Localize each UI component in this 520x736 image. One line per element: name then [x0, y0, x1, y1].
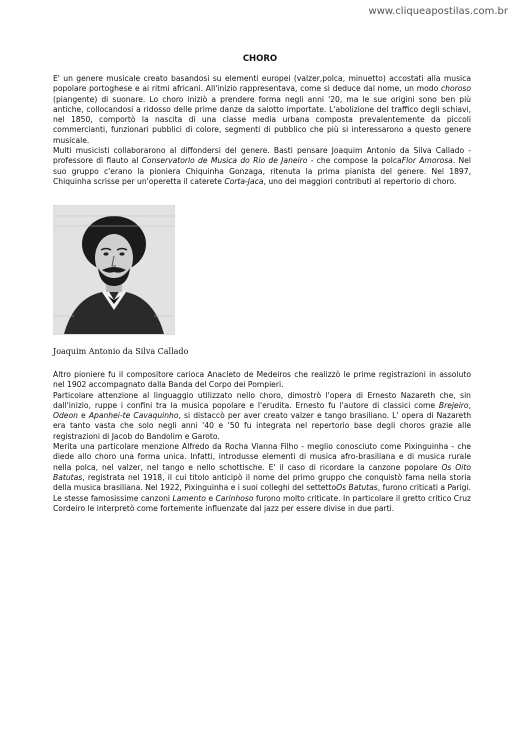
p1-text-a: E' un genere musicale creato basandosi su elementi europei (valzer,polca, minuetto) accostati alla musica popolare portoghese e ai ritmi africani. All'inizio rappresentava, come si deduce dal nome, un modo — [53, 74, 471, 94]
paragraph-5 — [53, 442, 471, 514]
paragraph-2 — [53, 146, 471, 187]
paragraph-3: Altro pioniere fu il compositore carioca Anacleto de Medeiros che realizzò le prime registrazioni in assoluto nel 1902 accompagnato dalla Banda del Corpo dei Pompieri. — [53, 370, 471, 390]
p2-italic-corta-jaca: Corta-Jaca — [224, 176, 264, 186]
intro-section — [53, 74, 471, 187]
p5-italic-lamento: Lamento — [172, 493, 206, 503]
p4-italic-apanhei: Apanhei-te Cavaquinho — [88, 411, 179, 421]
p5-text-e: furono molto criticate. In particolare il gretto critico Cruz Cordeiro le interpretò come fortemente influenzate dal jazz per essere divise in due parti. — [53, 493, 472, 513]
p2-text-d: , uno dei maggiori contributi al repertorio di choro. — [263, 176, 457, 186]
watermark: www.cliqueapostilas.com.br — [368, 6, 508, 17]
p1-text-b: (piangente) di suonare. Lo choro iniziò a prendere forma negli anni '20, ma le sue origini sono ben più antiche, collocandosi a ridosso delle prime danze da salotto importate. L'abolizione del traffico degli schiavi, nel 1850, comportò la nascita di una classe media urbana composta prevalentemente da piccoli commercianti, funzionari pubblici di colore, segmenti di pubblico che più si interessarono a questo genere musicale. — [53, 94, 471, 145]
p4-italic-brejeiro: Brejeiro — [438, 400, 469, 410]
p2-italic-conservatorio: Conservatorio de Musica do Rio de Janeiro — [141, 156, 308, 166]
p4-text-a: Particolare attenzione al linguaggio utilizzato nello choro, dimostrò l'opera di Ernesto Nazareth che, sin dall'inizio, ruppe i confini tra la musica popolare e l'erudita. Ernesto fu l'autore di classici come — [53, 390, 471, 410]
page-title: CHORO — [242, 54, 278, 64]
portrait-image — [53, 205, 175, 335]
p5-text-c: , furono criticati a Parigi. Le stesse famosissime canzoni — [53, 483, 471, 503]
p2-text-a: Multi musicisti collaborarono al diffondersi del genere. Basti pensare Joaquim Antonio da Silva Callado -professore di flauto al — [53, 146, 471, 166]
p4-text-d: , si distaccò per aver creato valzer e tango brasiliano. L' opera di Nazareth era tanto vasta che solo negli anni '40 e '50 fu integrata nel repertorio base degli choros grazie alle registrazioni di Jacob do Bandolim e Garoto. — [53, 411, 472, 441]
p4-italic-odeon: Odeon — [53, 411, 78, 421]
p1-italic-choroso: choroso — [440, 84, 471, 94]
p2-text-b: - che compose la polca — [307, 156, 402, 166]
p4-text-c: e — [77, 411, 89, 421]
p5-text-d: e — [205, 493, 216, 503]
p2-italic-flor-amorosa: Flor Amorosa — [401, 156, 453, 166]
p5-text-a: Merita una particolare menzione Alfredo da Rocha Vianna Filho - meglio conosciuto come Pixinguinha - che diede allo choro una forma unica. Infatti, introdusse elementi di musica afro-brasiliana e di musica rurale nella polca, nel valzer, nel tango e nello schottische. E' il caso di ricordare la canzone popolare — [53, 442, 471, 472]
p5-italic-carinhoso: Carinhoso — [215, 493, 254, 503]
portrait-caption: Joaquim Antonio da Silva Callado — [53, 347, 189, 356]
p4-text-b: , — [468, 400, 471, 410]
body-section — [53, 370, 471, 514]
p5-italic-os-oito-batutas: Os Oito Batutas — [53, 462, 471, 482]
p2-text-c: . Nel suo gruppo c'erano la pioniera Chiquinha Gonzaga, ritenuta la prima pianista del genere. Nel 1897, Chiquinha scrisse per un'operetta il caterete — [53, 156, 471, 186]
portrait-engraving — [54, 206, 174, 334]
p5-italic-os-batutas: Os Batutas — [336, 483, 378, 493]
p5-text-b: , registrata nel 1918, il cui titolo anticipò il nome del primo gruppo che conquistò fama nella storia della musica brasiliana. Nel 1922, Pixinguinha e i suoi colleghi del settetto — [53, 472, 471, 493]
paragraph-4 — [53, 391, 471, 442]
paragraph-1 — [53, 74, 471, 146]
